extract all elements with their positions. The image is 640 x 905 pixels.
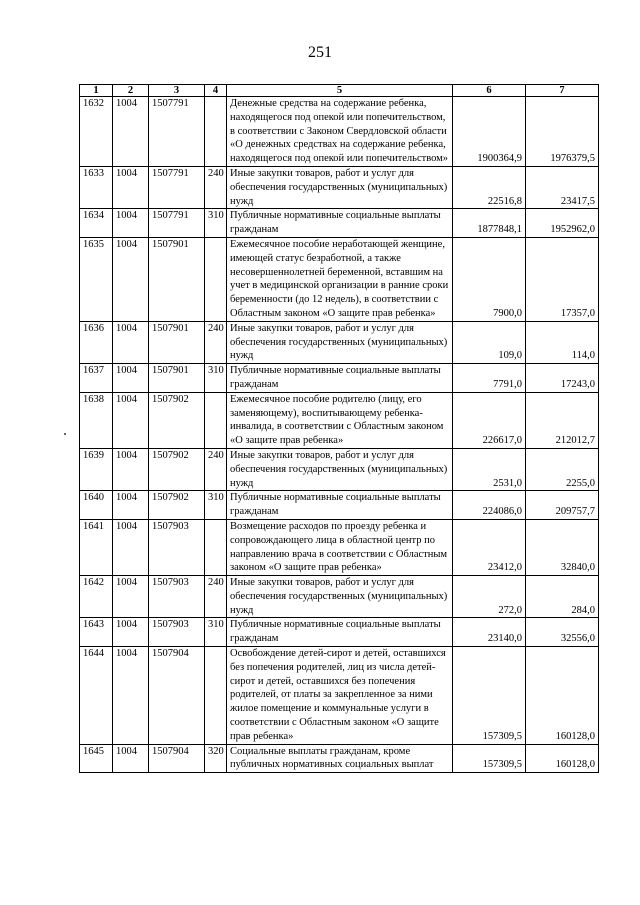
- section-code-cell: 1004: [113, 519, 149, 575]
- expense-type-cell: 310: [205, 209, 227, 238]
- section-code-cell: 1004: [113, 744, 149, 773]
- expense-type-cell: [205, 647, 227, 745]
- section-code-cell: 1004: [113, 448, 149, 490]
- table-row: [80, 392, 599, 448]
- section-code-cell: 1004: [113, 237, 149, 321]
- section-code-cell: 1004: [113, 97, 149, 167]
- amount-col6-cell: 272,0: [453, 576, 526, 618]
- amount-col6-cell: 226617,0: [453, 392, 526, 448]
- description-cell: Социальные выплаты гражданам, кроме публичных нормативных социальных выплат: [227, 744, 453, 773]
- table-body: [80, 97, 599, 773]
- section-code-cell: 1004: [113, 321, 149, 363]
- amount-col7-cell: 284,0: [526, 576, 599, 618]
- row-number-cell: 1633: [80, 166, 113, 208]
- row-number-cell: 1637: [80, 364, 113, 393]
- header-cell-5: 5: [227, 85, 453, 97]
- budget-table: [79, 84, 599, 773]
- description-cell: Иные закупки товаров, работ и услуг для обеспечения государственных (муниципальных) нужд: [227, 576, 453, 618]
- amount-col6-cell: 1877848,1: [453, 209, 526, 238]
- row-number-cell: 1643: [80, 618, 113, 647]
- expense-type-cell: [205, 237, 227, 321]
- amount-col7-cell: 2255,0: [526, 448, 599, 490]
- amount-col7-cell: 1976379,5: [526, 97, 599, 167]
- row-number-cell: 1636: [80, 321, 113, 363]
- table-row: [80, 237, 599, 321]
- table-row: [80, 618, 599, 647]
- amount-col6-cell: 23140,0: [453, 618, 526, 647]
- target-code-cell: 1507903: [149, 576, 205, 618]
- description-cell: Публичные нормативные социальные выплаты гражданам: [227, 209, 453, 238]
- target-code-cell: 1507791: [149, 166, 205, 208]
- table-row: [80, 576, 599, 618]
- target-code-cell: 1507902: [149, 392, 205, 448]
- table-row: [80, 166, 599, 208]
- amount-col6-cell: 22516,8: [453, 166, 526, 208]
- amount-col7-cell: 114,0: [526, 321, 599, 363]
- section-code-cell: 1004: [113, 647, 149, 745]
- target-code-cell: 1507902: [149, 491, 205, 520]
- table-row: [80, 647, 599, 745]
- table-row: [80, 744, 599, 773]
- amount-col7-cell: 32556,0: [526, 618, 599, 647]
- amount-col7-cell: 17243,0: [526, 364, 599, 393]
- amount-col7-cell: 32840,0: [526, 519, 599, 575]
- target-code-cell: 1507791: [149, 97, 205, 167]
- target-code-cell: 1507901: [149, 321, 205, 363]
- table-row: [80, 448, 599, 490]
- header-row: [80, 85, 599, 97]
- description-cell: Публичные нормативные социальные выплаты гражданам: [227, 491, 453, 520]
- section-code-cell: 1004: [113, 209, 149, 238]
- page-number: 251: [308, 44, 332, 61]
- amount-col6-cell: 7900,0: [453, 237, 526, 321]
- scan-mark: [64, 433, 66, 435]
- expense-type-cell: 320: [205, 744, 227, 773]
- table-row: [80, 519, 599, 575]
- expense-type-cell: 240: [205, 321, 227, 363]
- amount-col6-cell: 23412,0: [453, 519, 526, 575]
- expense-type-cell: 240: [205, 576, 227, 618]
- amount-col6-cell: 157309,5: [453, 647, 526, 745]
- description-cell: Денежные средства на содержание ребенка, находящегося под опекой или попечительством, в соответствии с Законом Свердловской области «О денежных средствах на содержание ребенка, находящегося под опекой или попечительством»: [227, 97, 453, 167]
- target-code-cell: 1507902: [149, 448, 205, 490]
- target-code-cell: 1507901: [149, 364, 205, 393]
- row-number-cell: 1640: [80, 491, 113, 520]
- section-code-cell: 1004: [113, 576, 149, 618]
- target-code-cell: 1507901: [149, 237, 205, 321]
- amount-col6-cell: 2531,0: [453, 448, 526, 490]
- target-code-cell: 1507904: [149, 647, 205, 745]
- target-code-cell: 1507791: [149, 209, 205, 238]
- amount-col6-cell: 7791,0: [453, 364, 526, 393]
- expense-type-cell: 310: [205, 618, 227, 647]
- description-cell: Публичные нормативные социальные выплаты гражданам: [227, 364, 453, 393]
- expense-type-cell: [205, 519, 227, 575]
- amount-col7-cell: 160128,0: [526, 647, 599, 745]
- section-code-cell: 1004: [113, 364, 149, 393]
- amount-col7-cell: 160128,0: [526, 744, 599, 773]
- section-code-cell: 1004: [113, 491, 149, 520]
- amount-col6-cell: 157309,5: [453, 744, 526, 773]
- expense-type-cell: [205, 97, 227, 167]
- description-cell: Иные закупки товаров, работ и услуг для обеспечения государственных (муниципальных) нужд: [227, 448, 453, 490]
- table-row: [80, 321, 599, 363]
- row-number-cell: 1635: [80, 237, 113, 321]
- row-number-cell: 1644: [80, 647, 113, 745]
- description-cell: Иные закупки товаров, работ и услуг для обеспечения государственных (муниципальных) нужд: [227, 321, 453, 363]
- header-cell-4: 4: [205, 85, 227, 97]
- table-row: [80, 491, 599, 520]
- table-row: [80, 97, 599, 167]
- amount-col6-cell: 1900364,9: [453, 97, 526, 167]
- description-cell: Иные закупки товаров, работ и услуг для обеспечения государственных (муниципальных) нужд: [227, 166, 453, 208]
- description-cell: Ежемесячное пособие неработающей женщине, имеющей статус безработной, а также несовершеннолетней беременной, вставшим на учет в медицинской организации в ранние сроки беременности (до 12 недель), в соответствии с Областным законом «О защите прав ребенка»: [227, 237, 453, 321]
- description-cell: Ежемесячное пособие родителю (лицу, его заменяющему), воспитывающему ребенка-инвалида, в соответствии с Областным законом «О защите прав ребенка»: [227, 392, 453, 448]
- expense-type-cell: 310: [205, 491, 227, 520]
- row-number-cell: 1634: [80, 209, 113, 238]
- amount-col7-cell: 23417,5: [526, 166, 599, 208]
- expense-type-cell: 240: [205, 166, 227, 208]
- row-number-cell: 1645: [80, 744, 113, 773]
- amount-col7-cell: 17357,0: [526, 237, 599, 321]
- section-code-cell: 1004: [113, 166, 149, 208]
- description-cell: Освобождение детей-сирот и детей, оставшихся без попечения родителей, лиц из числа детей-сирот и детей, оставшихся без попечения родителей, от платы за закрепленное за ними жилое помещение и коммунальные услуги в соответствии с Областным законом «О защите прав ребенка»: [227, 647, 453, 745]
- header-cell-1: 1: [80, 85, 113, 97]
- expense-type-cell: 310: [205, 364, 227, 393]
- amount-col6-cell: 109,0: [453, 321, 526, 363]
- amount-col7-cell: 1952962,0: [526, 209, 599, 238]
- amount-col7-cell: 212012,7: [526, 392, 599, 448]
- row-number-cell: 1632: [80, 97, 113, 167]
- header-cell-3: 3: [149, 85, 205, 97]
- section-code-cell: 1004: [113, 392, 149, 448]
- table-row: [80, 364, 599, 393]
- amount-col7-cell: 209757,7: [526, 491, 599, 520]
- description-cell: Публичные нормативные социальные выплаты гражданам: [227, 618, 453, 647]
- amount-col6-cell: 224086,0: [453, 491, 526, 520]
- section-code-cell: 1004: [113, 618, 149, 647]
- table-row: [80, 209, 599, 238]
- target-code-cell: 1507903: [149, 618, 205, 647]
- table-header: [80, 85, 599, 97]
- expense-type-cell: [205, 392, 227, 448]
- row-number-cell: 1642: [80, 576, 113, 618]
- header-cell-7: 7: [526, 85, 599, 97]
- description-cell: Возмещение расходов по проезду ребенка и сопровождающего лица в областной центр по направлению врача в соответствии с Областным законом «О защите прав ребенка»: [227, 519, 453, 575]
- header-cell-6: 6: [453, 85, 526, 97]
- row-number-cell: 1638: [80, 392, 113, 448]
- header-cell-2: 2: [113, 85, 149, 97]
- target-code-cell: 1507904: [149, 744, 205, 773]
- row-number-cell: 1641: [80, 519, 113, 575]
- expense-type-cell: 240: [205, 448, 227, 490]
- row-number-cell: 1639: [80, 448, 113, 490]
- target-code-cell: 1507903: [149, 519, 205, 575]
